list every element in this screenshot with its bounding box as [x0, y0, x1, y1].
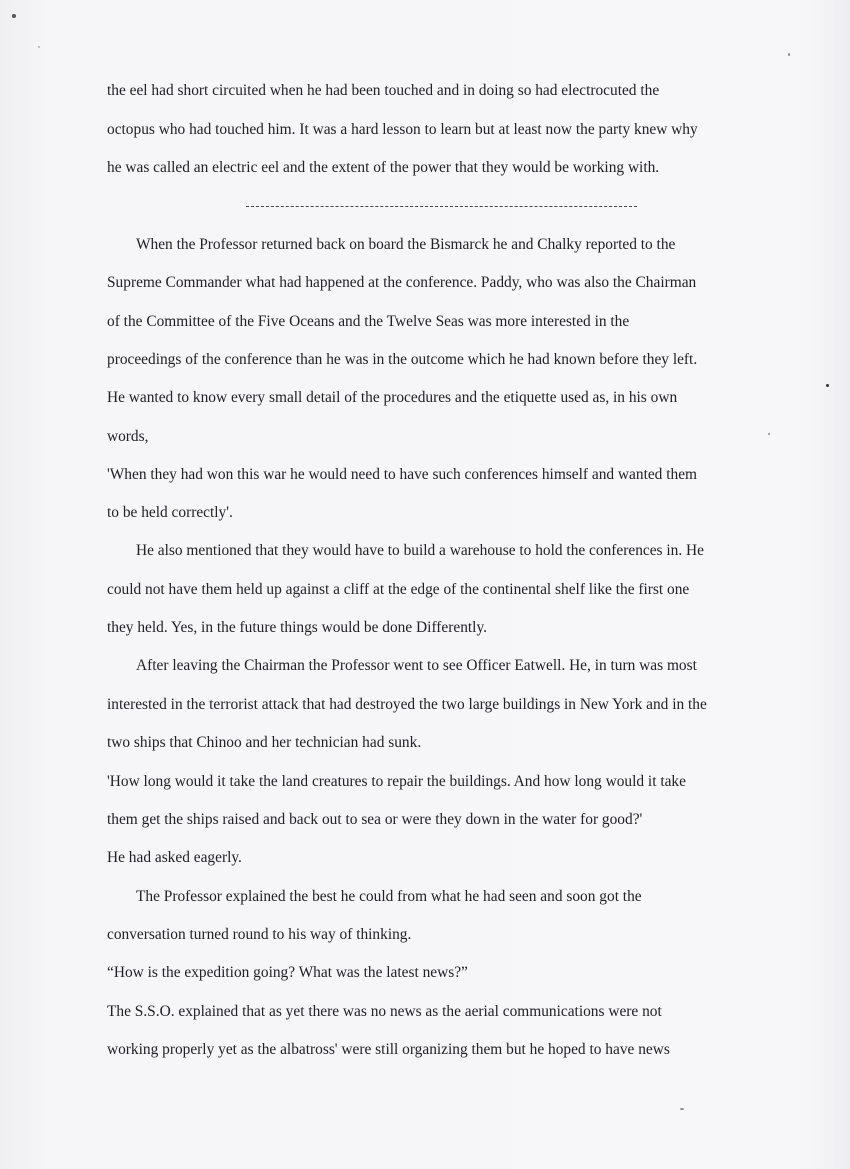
text-line: 'When they had won this war he would need to have such conferences himself and wanted them	[107, 466, 697, 483]
text-line: After leaving the Chairman the Professor went to see Officer Eatwell. He, in turn was most	[136, 657, 697, 674]
scan-speck	[826, 384, 829, 387]
text-line: two ships that Chinoo and her technician had sunk.	[107, 734, 422, 751]
text-line: The S.S.O. explained that as yet there was no news as the aerial communications were not	[107, 1003, 662, 1020]
text-line: “How is the expedition going? What was the latest news?”	[107, 964, 468, 981]
text-line: proceedings of the conference than he was in the outcome which he had known before they left.	[107, 351, 698, 368]
text-line: them get the ships raised and back out to sea or were they down in the water for good?'	[107, 811, 643, 828]
text-line: When the Professor returned back on board the Bismarck he and Chalky reported to the	[136, 236, 676, 253]
text-line: he was called an electric eel and the extent of the power that they would be working with.	[107, 159, 660, 176]
text-line: He had asked eagerly.	[107, 849, 242, 866]
text-line: He also mentioned that they would have to build a warehouse to hold the conferences in. He	[136, 542, 705, 559]
text-line: to be held correctly'.	[107, 504, 233, 521]
text-line: the eel had short circuited when he had been touched and in doing so had electrocuted the	[107, 82, 660, 99]
text-line: conversation turned round to his way of thinking.	[107, 926, 412, 943]
text-line: 'How long would it take the land creatures to repair the buildings. And how long would it take	[107, 773, 686, 790]
text-line: working properly yet as the albatross' were still organizing them but he hoped to have news	[107, 1041, 670, 1058]
text-line: Supreme Commander what had happened at the conference. Paddy, who was also the Chairman	[107, 274, 697, 291]
text-line: of the Committee of the Five Oceans and the Twelve Seas was more interested in the	[107, 313, 630, 330]
text-line: He wanted to know every small detail of the procedures and the etiquette used as, in his own	[107, 389, 678, 406]
text-line: The Professor explained the best he could from what he had seen and soon got the	[136, 888, 642, 905]
scan-speck	[12, 14, 16, 18]
text-line: words,	[107, 428, 149, 445]
text-line: interested in the terrorist attack that had destroyed the two large buildings in New York and in the	[107, 696, 707, 713]
text-line: they held. Yes, in the future things would be done Differently.	[107, 619, 487, 636]
scan-speck	[788, 53, 790, 56]
text-line: octopus who had touched him. It was a hard lesson to learn but at least now the party knew why	[107, 121, 698, 138]
section-separator	[246, 187, 637, 207]
text-line: could not have them held up against a cliff at the edge of the continental shelf like the first one	[107, 581, 690, 598]
scan-speck	[680, 1108, 684, 1110]
scan-speck	[768, 433, 770, 435]
scan-speck	[38, 46, 40, 48]
